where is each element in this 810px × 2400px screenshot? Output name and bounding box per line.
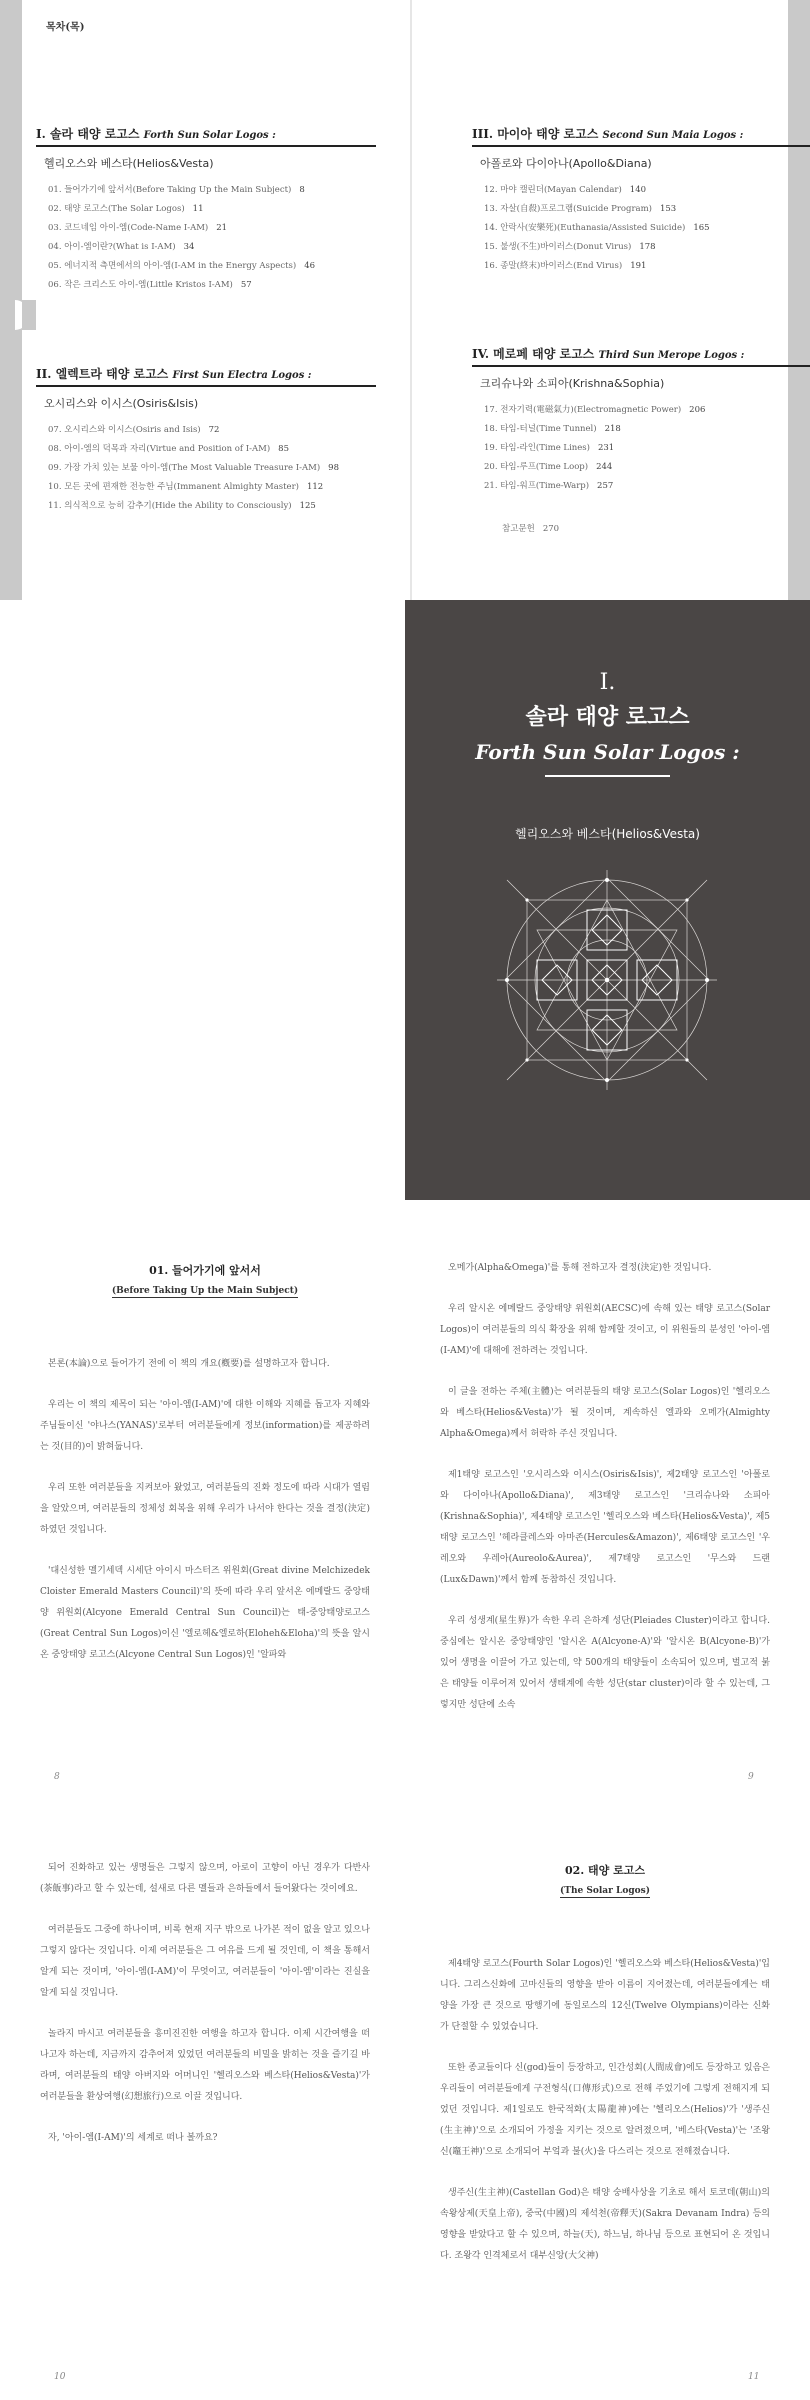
body-paragraph: 우리는 이 책의 제목이 되는 '아이-엠(I-AM)'에 대한 이해와 지혜를 돕고자 지혜와 주님들이신 '야나스(YANAS)'로부터 여러분들에게 정보(information)를 제공하려는 것(目的)이 밝혀둡니다.: [40, 1400, 370, 1452]
toc-section-1: [36, 125, 376, 295]
body-paragraph: 우리 알시온 에메랄드 중앙태양 위원회(AECSC)에 속해 있는 태양 로고스(Solar Logos)이 여러분들의 의식 확장을 위해 함께할 것이고, 이 위원들의 분셩인 '아이-엠(I-AM)'에 대해에 전하려는 것입니다.: [440, 1304, 770, 1356]
toc-item[interactable]: 20. 타임-루프(Time Loop) 244: [484, 462, 613, 472]
toc-item[interactable]: 13. 자살(自殺)프로그램(Suicide Program) 153: [484, 204, 677, 214]
toc-item[interactable]: 10. 모든 곳에 편재한 전능한 주님(Immanent Almighty Master) 112: [48, 482, 324, 492]
toc-item[interactable]: 05. 에너지적 측면에서의 아이-엠(I-AM in the Energy Aspects) 46: [48, 261, 316, 271]
title-divider: [545, 775, 670, 777]
toc-header: 목차(목): [46, 22, 85, 33]
body-paragraph: 우리 또한 여러분들을 지켜보아 왔었고, 여러분들의 진화 정도에 따라 시대가 열림을 알았으며, 여러분들의 정체성 회복을 위해 우리가 나서야 한다는 것을 결정(決定)하였던 것입니다.: [40, 1483, 370, 1535]
body-paragraph: 되어 진화하고 있는 생명들은 그렇지 않으며, 아로이 고향이 아닌 경우가 다반사(茶飯事)라고 할 수 있는데, 설새로 다른 멜들과 은하들에서 들어왔다는 것이에요.: [40, 1863, 370, 1894]
page-number-right: 11: [748, 2372, 760, 2382]
toc-section-subtitle: 크리슈나와 소피아(Krishna&Sophia): [480, 377, 665, 390]
toc-item[interactable]: 17. 전자기력(電磁氣力)(Electromagnetic Power) 206: [484, 405, 706, 415]
body-paragraph: '대신성한 멜기세덱 시세단 아이시 마스터즈 위원회(Great divine Melchizedek Cloister Emerald Masters Council)'의 뜻에 따라 우리 앞서온 에메랄드 중앙태양 위원회(Alcyone Emerald Central Sun Council)는 태-중앙태양로고스(Great Central Sun Logos)이신 '엘로헤&엘로하(Eloheh&Eloha)'의 뜻을 알시온 중앙태양 로고스(Alcyone Central Sun Logos)인 '알파와: [40, 1566, 370, 1660]
body-paragraph: 자, '아이-엠(I-AM)'의 세계로 떠나 볼까요?: [48, 2133, 218, 2143]
part-subtitle: 헬리오스와 베스타(Helios&Vesta): [515, 827, 700, 841]
toc-list: [48, 421, 376, 516]
toc-item[interactable]: 16. 종말(終末)바이러스(End Virus) 191: [484, 261, 647, 271]
toc-item[interactable]: 18. 타임-터널(Time Tunnel) 218: [484, 424, 621, 434]
body-paragraph: 또한 종교들이다 신(god)들이 등장하고, 인간성회(人間成會)에도 등장하고 있음은 우리들이 여러분들에게 구전형식(口傳形式)으로 전해 주었기에 그렇게 전해지게 되었던 것입니다. 제1일로도 한국적화(太陽龍神)에는 '헬리오스(Helios)'가 '생주신(生主神)'으로 소개되어 가정을 지키는 것으로 알려졌으며, '베스타(Vesta)'는 '조왕신(竈王神)'으로 소개되어 부엌과 불(火)을 다스리는 것으로 전해졌습니다.: [440, 2063, 770, 2157]
toc-section-2: [36, 365, 376, 516]
part-number: I.: [599, 670, 616, 695]
left-page: [40, 1858, 370, 2169]
toc-item[interactable]: 01. 들어가기에 앞서서(Before Taking Up the Main Subject) 8: [48, 185, 305, 195]
body-paragraph: 제1태양 로고스인 '오시리스와 이시스(Osiris&Isis)', 제2태양 로고스인 '아폴로와 다이아나(Apollo&Diana)', 제3태양 로고스인 '크리슈나와 소피아(Krishna&Sophia)', 제4태양 로고스인 '헬리오스와 베스타(Helios&Vesta)', 제5태양 로고스인 '헤라클레스와 아마존(Hercules&Amazon)', 제6태양 로고스인 '우레오와 우레아(Aureolo&Aurea)', 제7태양 로고스인 '무스와 드랜(Lux&Dawn)'께서 함께 동참하신 것입니다.: [440, 1470, 770, 1585]
toc-section-subtitle: 헬리오스와 베스타(Helios&Vesta): [44, 157, 214, 170]
toc-item[interactable]: 19. 타임-라인(Time Lines) 231: [484, 443, 615, 453]
sacred-geometry-illustration: [497, 870, 717, 1090]
page-number-left: 10: [54, 2372, 66, 2382]
body-paragraph: 본론(本論)으로 들어가기 전에 이 책의 개요(槪要)를 설명하고자 합니다.: [48, 1359, 330, 1369]
book-gutter: [410, 0, 412, 600]
body-paragraph: 우리 성생계(星生界)가 속한 우리 은하계 성단(Pleiades Cluster)이라고 합니다. 중심에는 알시온 중앙태양인 '알시온 A(Alcyone-A)'와 '알시온 B(Alcyone-B)'가 있어 생명을 이끌어 가고 있는데, 약 500개의 태양들이 소속되어 있으며, 벌고적 붉은 태양들 이루어져 있어서 생태계에 속한 성단(star cluster)이라 할 수 있는데, 그렇지만 성단에 소속: [440, 1616, 770, 1710]
left-page: [40, 1262, 370, 1686]
body-paragraph: 제4태양 로고스(Fourth Solar Logos)인 '헬리오스와 베스타(Helios&Vesta)'입니다. 그리스신화에 고마신들의 영향을 받아 이름이 지어졌는데, 여러분들에게는 태양을 가장 큰 것으로 땅행기에 동일로스의 12신(Twelve Olympians)이라는 신화가 단절할 수 있었습니다.: [440, 1959, 770, 2032]
part-title-spread: [0, 600, 810, 1200]
page-number-left: 8: [54, 1772, 60, 1782]
toc-section-title: III. 마이아 태양 로고스 Second Sun Maia Logos :: [472, 125, 810, 147]
toc-item[interactable]: 02. 태양 로고스(The Solar Logos) 11: [48, 204, 204, 214]
toc-section-subtitle: 아폴로와 다이아나(Apollo&Diana): [480, 157, 652, 170]
toc-section-subtitle: 오시리스와 이시스(Osiris&Isis): [44, 397, 199, 410]
toc-item[interactable]: 07. 오시리스와 이시스(Osiris and Isis) 72: [48, 425, 220, 435]
toc-section-title: IV. 메로페 태양 로고스 Third Sun Merope Logos :: [472, 345, 810, 367]
chapter-title-en: (The Solar Logos): [560, 1886, 650, 1896]
toc-item[interactable]: 11. 의식적으로 능히 감추기(Hide the Ability to Consciously) 125: [48, 501, 316, 511]
toc-sheet: [22, 0, 788, 600]
toc-section-4: [472, 345, 810, 496]
toc-spread: [0, 0, 810, 600]
part-title: 솔라 태양 로고스: [525, 704, 690, 730]
body-paragraph: 놀라지 마시고 여러분들을 흥미진진한 여행을 하고자 합니다. 이제 시간여행을 떠나고자 하는데, 지금까지 감추어져 있었던 여러분들의 비밀을 밝히는 것을 즐기길 바라며, 여러분들의 태양 아버지와 어머니인 '헬리오스와 베스타(Helios&Vesta)'가 여러분들을 환상여행(幻想旅行)으로 이끌 것입니다.: [40, 2029, 370, 2102]
part-title-page: [405, 600, 810, 1200]
toc-list: [48, 181, 376, 295]
toc-list: [484, 401, 810, 496]
chapter-title-en: (Before Taking Up the Main Subject): [111, 1286, 299, 1296]
toc-item[interactable]: 12. 마야 캘린더(Mayan Calendar) 140: [484, 185, 647, 195]
right-page: [440, 1258, 770, 1736]
page-number-right: 9: [748, 1772, 754, 1782]
toc-item[interactable]: 06. 작은 크리스도 아이-엠(Little Kristos I-AM) 57: [48, 280, 252, 290]
toc-item[interactable]: 03. 코드네임 아이-엠(Code-Name I-AM) 21: [48, 223, 228, 233]
toc-section-title: I. 솔라 태양 로고스 Forth Sun Solar Logos :: [36, 125, 376, 147]
body-paragraph: 생주신(生主神)(Castellan God)은 태양 숭배사상을 기초로 해서 토코데(朝山)의 속왕상제(天皇上帝), 중국(中國)의 제석천(帝釋天)(Sakra Devanam Indra) 등의 영향을 받았다고 할 수 있으며, 하늘(天), 하느님, 하나님 등으로 표현되어 온 것입니다. 조왕각 인격체로서 대부신앙(大父神): [440, 2188, 770, 2261]
toc-item[interactable]: 21. 타임-워프(Time-Warp) 257: [484, 481, 614, 491]
chapter-title: 02. 태양 로고스: [565, 1864, 645, 1877]
text-spread-1: [0, 1200, 810, 1800]
body-paragraph: 여러분들도 그중에 하나이며, 비록 현재 지구 밖으로 나가본 적이 없을 알고 있으나 그렇지 않다는 것입니다. 이제 여러분들은 그 여유를 드게 될 것인데, 이 책을 통해서 알게 되는 것이며, '아이-엠(I-AM)'이 무엇이고, 여러분들이 '아이-엠'이라는 진실을 알게 되실 것입니다.: [40, 1925, 370, 1998]
body-paragraph: 이 글을 전하는 주체(主體)는 여러분들의 태양 로고스(Solar Logos)인 '헬리오스와 베스타(Helios&Vesta)'가 될 것이며, 계속하신 엘과와 오메가(Almighty Alpha&Omega)께서 허락하 주신 것입니다.: [440, 1387, 770, 1439]
part-title-en: Forth Sun Solar Logos :: [475, 740, 740, 764]
chapter-title: 01. 들어가기에 앞서서: [149, 1264, 261, 1277]
toc-item[interactable]: 15. 불생(不生)바이러스(Donut Virus) 178: [484, 242, 656, 252]
text-spread-2: [0, 1800, 810, 2400]
toc-section-3: [472, 125, 810, 276]
toc-item[interactable]: 04. 아이-엠이란?(What is I-AM) 34: [48, 242, 195, 252]
toc-item[interactable]: 08. 아이-엠의 덕목과 자리(Virtue and Position of I-AM) 85: [48, 444, 289, 454]
toc-item[interactable]: 14. 안락사(安樂死)(Euthanasia/Assisted Suicide) 165: [484, 223, 710, 233]
toc-section-title: II. 엘렉트라 태양 로고스 First Sun Electra Logos :: [36, 365, 376, 387]
toc-item[interactable]: 09. 가장 가치 있는 보물 아이-엠(The Most Valuable Treasure I-AM) 98: [48, 463, 339, 473]
right-page: [440, 1862, 770, 2287]
toc-list: [484, 181, 810, 276]
body-paragraph: 오메가(Alpha&Omega)'를 통해 전하고자 결정(決定)한 것입니다.: [448, 1263, 712, 1273]
toc-references[interactable]: 참고문헌 270: [502, 524, 560, 534]
